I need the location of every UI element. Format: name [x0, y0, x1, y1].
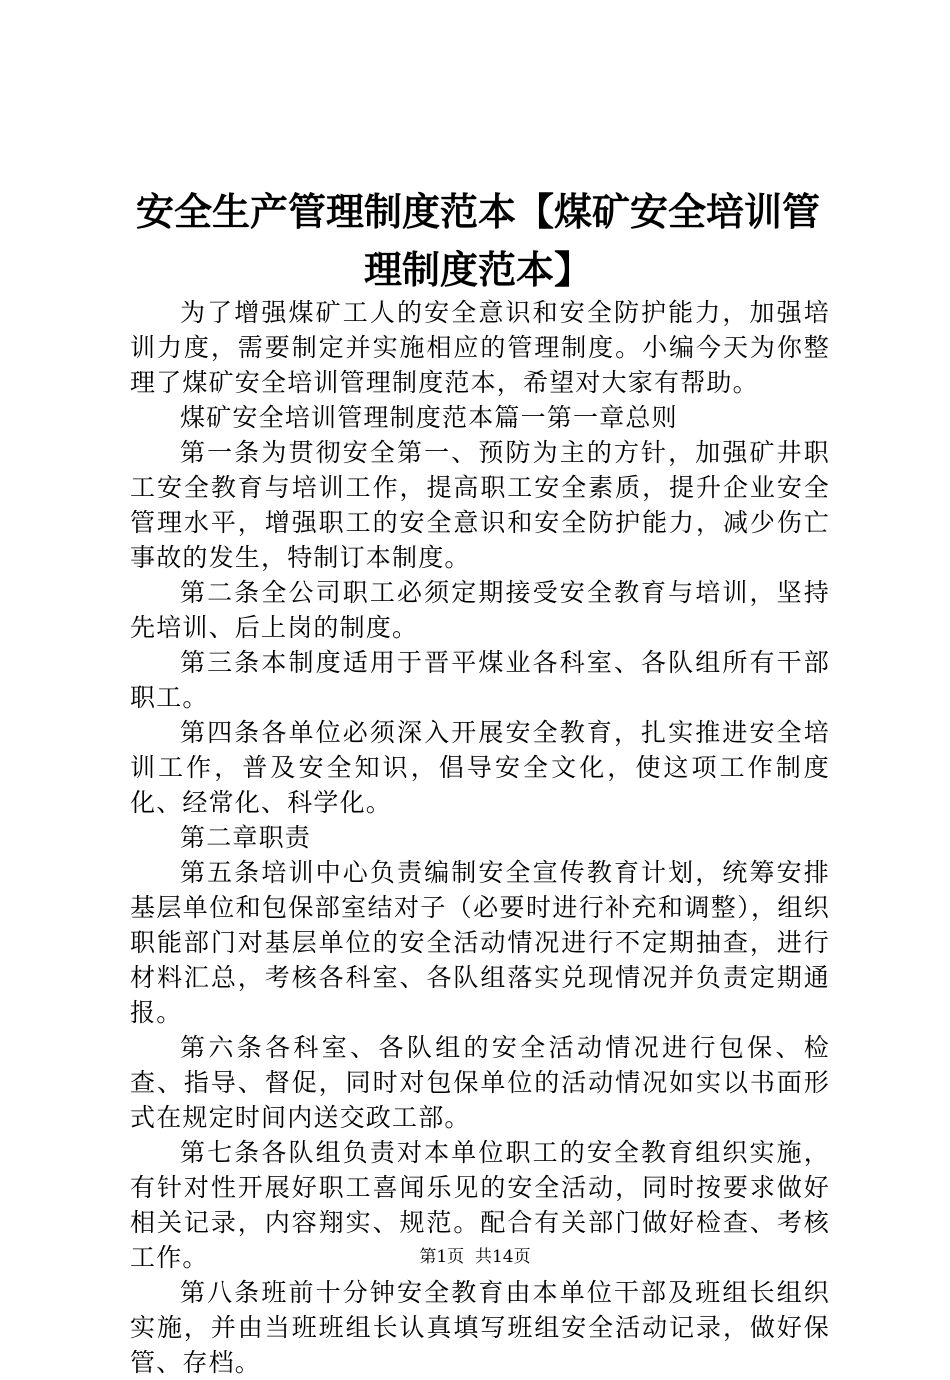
paragraph-article-7: 第七条各队组负责对本单位职工的安全教育组织实施，有针对性开展好职工喜闻乐见的安全活动，同时按要求做好相关记录，内容翔实、规范。配合有关部门做好检查、考核工作。 — [130, 1138, 830, 1272]
document-body — [130, 295, 830, 1380]
paragraph-article-1: 第一条为贯彻安全第一、预防为主的方针，加强矿井职工安全教育与培训工作，提高职工安全素质，提升企业安全管理水平，增强职工的安全意识和安全防护能力，减少伤亡事故的发生，特制订本制度。 — [130, 438, 830, 572]
paragraph-article-3: 第三条本制度适用于晋平煤业各科室、各队组所有干部职工。 — [130, 648, 830, 712]
paragraph-article-8: 第八条班前十分钟安全教育由本单位干部及班组长组织实施，并由当班班组长认真填写班组安全活动记录，做好保管、存档。 — [130, 1278, 830, 1377]
paragraph-article-2: 第二条全公司职工必须定期接受安全教育与培训，坚持先培训、后上岗的制度。 — [130, 578, 830, 642]
page-number-label: 第1页 共14页 — [419, 1247, 531, 1267]
document-title: 安全生产管理制度范本【煤矿安全培训管理制度范本】 — [135, 189, 820, 292]
paragraph-article-6: 第六条各科室、各队组的安全活动情况进行包保、检查、指导、督促，同时对包保单位的活动情况如实以书面形式在规定时间内送交政工部。 — [130, 1033, 830, 1132]
page-footer — [0, 1247, 950, 1267]
paragraph-chapter-two-heading: 第二章职责 — [180, 823, 312, 852]
paragraph-intro: 为了增强煤矿工人的安全意识和安全防护能力，加强培训力度，需要制定并实施相应的管理制度。小编今天为你整理了煤矿安全培训管理制度范本，希望对大家有帮助。 — [130, 298, 830, 397]
paragraph-chapter-one-heading: 煤矿安全培训管理制度范本篇一第一章总则 — [180, 403, 678, 432]
paragraph-article-4: 第四条各单位必须深入开展安全教育，扎实推进安全培训工作，普及安全知识，倡导安全文化，使这项工作制度化、经常化、科学化。 — [130, 718, 830, 817]
paragraph-article-5: 第五条培训中心负责编制安全宣传教育计划，统筹安排基层单位和包保部室结对子（必要时进行补充和调整），组织职能部门对基层单位的安全活动情况进行不定期抽查，进行材料汇总，考核各科室、各队组落实兑现情况并负责定期通报。 — [130, 858, 830, 1027]
